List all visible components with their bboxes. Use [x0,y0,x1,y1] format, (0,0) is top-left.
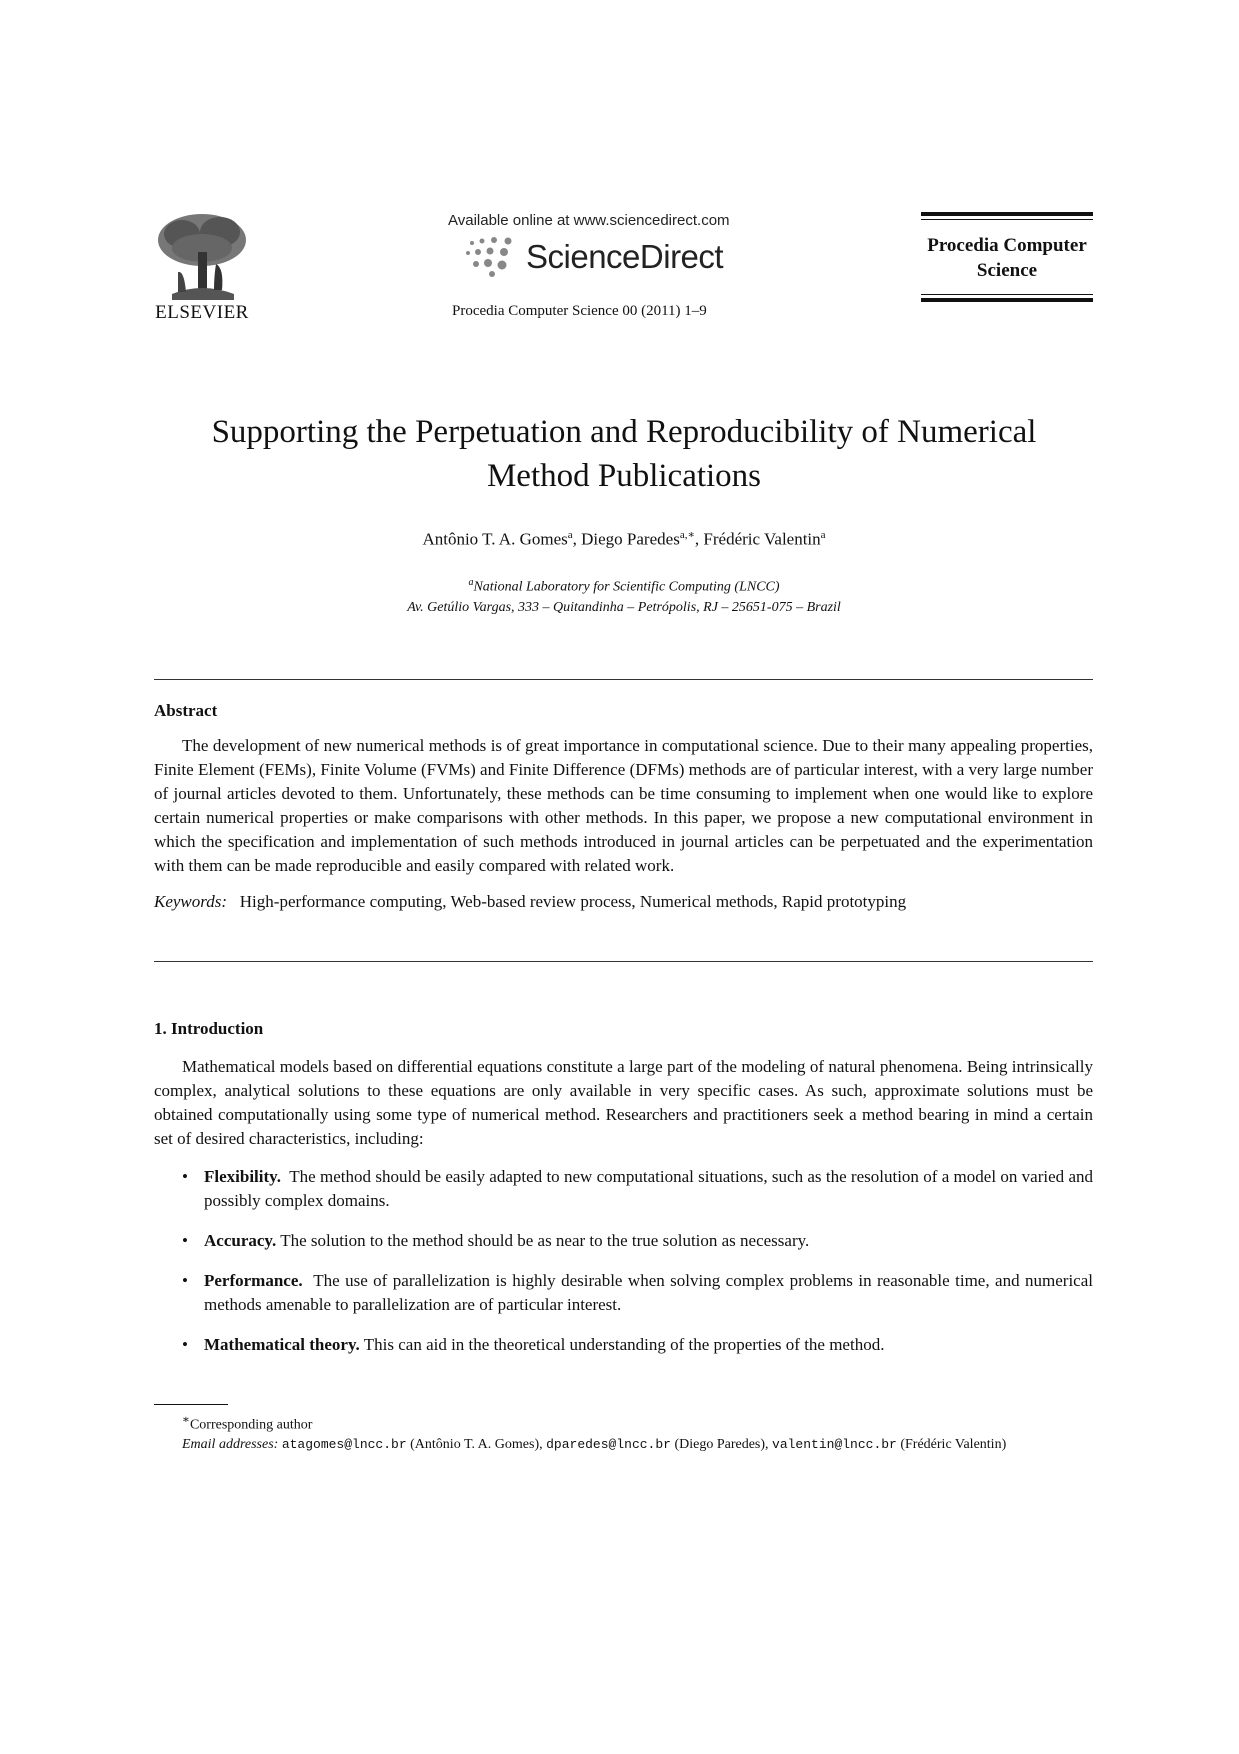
journal-box-rule [921,212,1093,216]
introduction-text: Mathematical models based on differential equations constitute a large part of the modeling of natural phenomena. Being intrinsically complex, analytical solutions to these equations are only available in very specific cases. As such, approximate solutions must be obtained computationally using some type of numerical method. Researchers and practitioners seek a method bearing in mind a certain set of desired characteristics, including: [154,1057,1093,1148]
author-name: Frédéric Valentin [703,529,821,549]
list-item: • Mathematical theory. This can aid in the theoretical understanding of the properties of the method. [154,1333,1093,1357]
author-mark: a [820,529,826,541]
author-list: Antônio T. A. Gomes$^a$, Diego Paredes$^{a,∗}$, Frédéric Valentin$^a$ [422,529,826,549]
journal-box [921,212,1093,302]
abstract-heading: Abstract [154,701,218,720]
journal-box-rule [921,298,1093,302]
author-name: Diego Paredes [581,529,680,549]
sciencedirect-block [430,212,760,279]
bullet-icon: • [182,1335,188,1354]
sciencedirect-wordmark: ScienceDirect [526,238,724,275]
characteristics-list [154,1165,1093,1357]
footnote [154,1410,1093,1454]
affiliation-mark: a [468,577,474,588]
journal-box-rule [921,294,1093,295]
author-mark: a [567,529,573,541]
bullet-icon: • [182,1231,188,1250]
available-online-text: Available online at www.sciencedirect.com [448,212,730,229]
email-link[interactable]: atagomes@lncc.br [281,1436,407,1452]
email-link[interactable]: valentin@lncc.br [772,1436,897,1452]
author-mark: a,∗ [679,529,695,541]
introduction-section [154,1017,1093,1373]
email-label: Email addresses: [182,1436,279,1452]
bullet-icon: • [182,1271,188,1290]
paper-title: Supporting the Perpetuation and Reproducibility of Numerical Method Publications [211,414,1037,494]
journal-citation: Procedia Computer Science 00 (2011) 1–9 [452,303,707,319]
abstract-text: The development of new numerical methods is of great importance in computational science. Due to their many appealing properties, Finite Element (FEMs), Finite Volume (FVMs) and Finite Difference (DFMs) methods are of particular interest, with a very large number of journal articles devoted to them. Unfortunately, these methods can be time consuming to implement when one would like to explore certain numerical properties or make comparisons with other methods. In this paper, we propose a new computational environment in which the specification and implementation of such methods introduced in journal articles can be perpetuated and the experimentation with them can be made reproducible and easily compared with related work. [154,736,1093,875]
author-name: Antônio T. A. Gomes [422,529,568,549]
keywords-label: Keywords: [154,892,228,911]
list-item: • Accuracy. The solution to the method should be as near to the true solution as necessary. [154,1229,1093,1253]
list-item: • Performance. The use of parallelization is highly desirable when solving complex problems in reasonable time, and numerical methods amenable to parallelization are of particular interest. [182,1271,1093,1314]
bullet-icon: • [182,1167,188,1186]
corresponding-author: Corresponding author [189,1417,313,1433]
introduction-heading: 1. Introduction [154,1019,264,1038]
footnote-mark: ∗ [182,1413,190,1426]
footnote-rule [154,1404,228,1405]
elsevier-tree-icon [152,212,252,302]
keywords-text: High-performance computing, Web-based review process, Numerical methods, Rapid prototyping [239,892,907,911]
abstract-top-rule [154,679,1093,680]
elsevier-logo [152,212,252,324]
list-item: • Flexibility. The method should be easily adapted to new computational situations, such as the resolution of a model on varied and possibly complex domains. [182,1167,1093,1210]
email-line: Email addresses: atagomes@lncc.br (Antônio T. A. Gomes), dparedes@lncc.br (Diego Paredes), valentin@lncc.br (Frédéric Valentin) [182,1436,1007,1452]
keywords-line [154,890,1093,914]
sciencedirect-dots-icon [462,235,524,279]
abstract-section [154,699,1093,914]
affiliation: $^a$National Laboratory for Scientific Computing (LNCC) Av. Getúlio Vargas, 333 – Quitandinha – Petrópolis, RJ – 25651-075 – Brazil [407,577,841,615]
publisher-name: ELSEVIER [155,302,249,323]
journal-box-title: Procedia Computer Science [927,235,1087,281]
email-link[interactable]: dparedes@lncc.br [546,1436,671,1452]
abstract-bottom-rule [154,961,1093,962]
